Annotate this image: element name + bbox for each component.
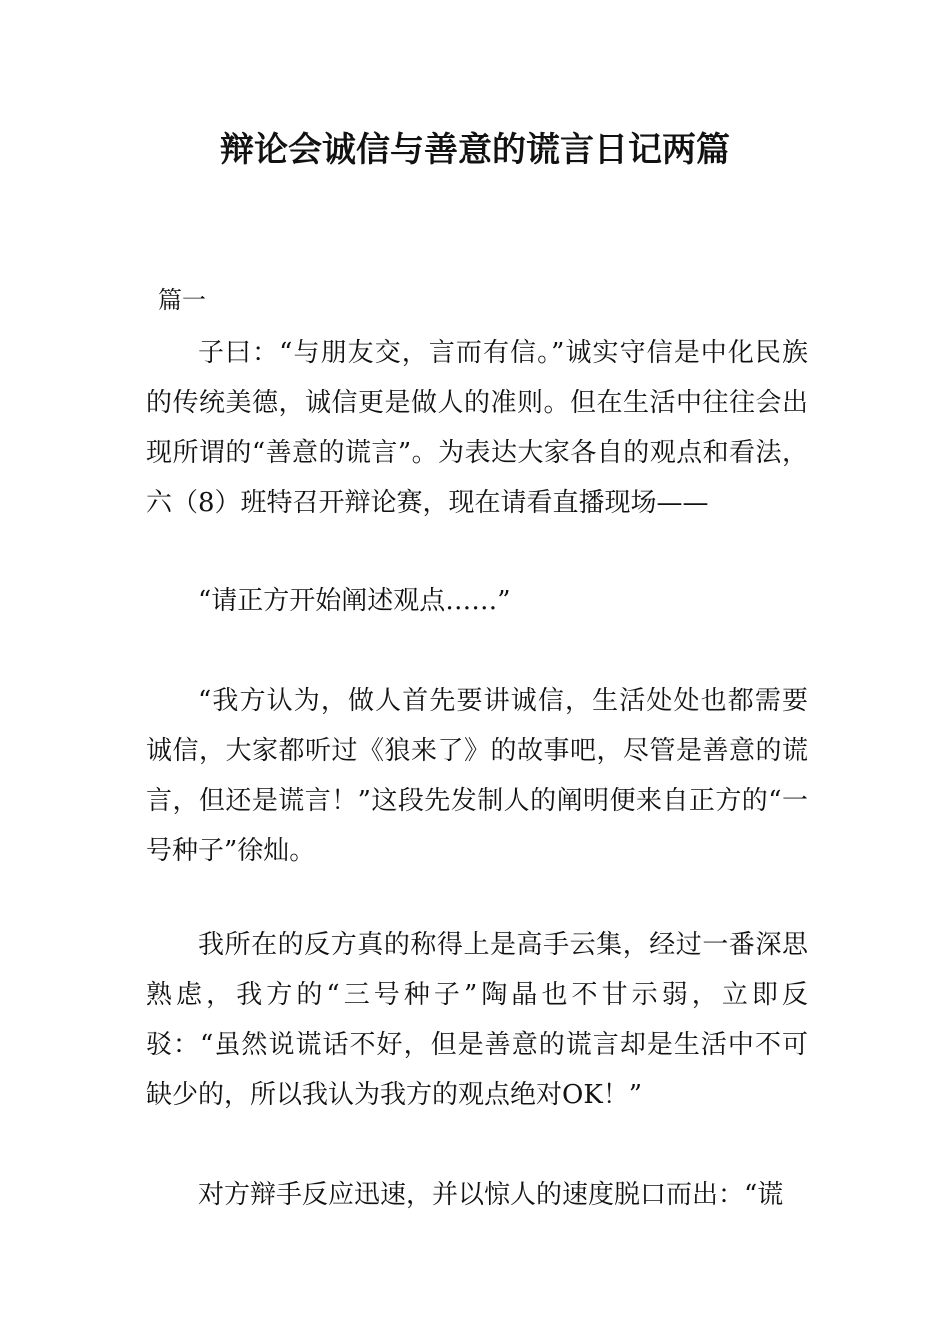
document-title: 辩论会诚信与善意的谎言日记两篇 [220,130,730,170]
paragraph-5: 对方辩手反应迅速，并以惊人的速度脱口而出：“谎 [198,1180,784,1210]
section-label: 篇一 [158,286,206,314]
paragraph-2: “请正方开始阐述观点……” [198,586,511,616]
paragraph-4: 我所在的反方真的称得上是高手云集，经过一番深思熟虑，我方的“三号种子”陶晶也不甘示弱，立即反驳：“虽然说谎话不好，但是善意的谎言却是生活中不可缺少的，所以我认为我方的观点绝对OK！” [146,930,808,1110]
paragraph-1: 子曰：“与朋友交，言而有信。”诚实守信是中化民族的传统美德，诚信更是做人的准则。但在生活中往往会出现所谓的“善意的谎言”。为表达大家各自的观点和看法，六（8）班特召开辩论赛，现在请看直播现场—— [146,338,808,518]
paragraph-3: “我方认为，做人首先要讲诚信，生活处处也都需要诚信，大家都听过《狼来了》的故事吧，尽管是善意的谎言，但还是谎言！”这段先发制人的阐明便来自正方的“一号种子”徐灿。 [146,686,808,866]
